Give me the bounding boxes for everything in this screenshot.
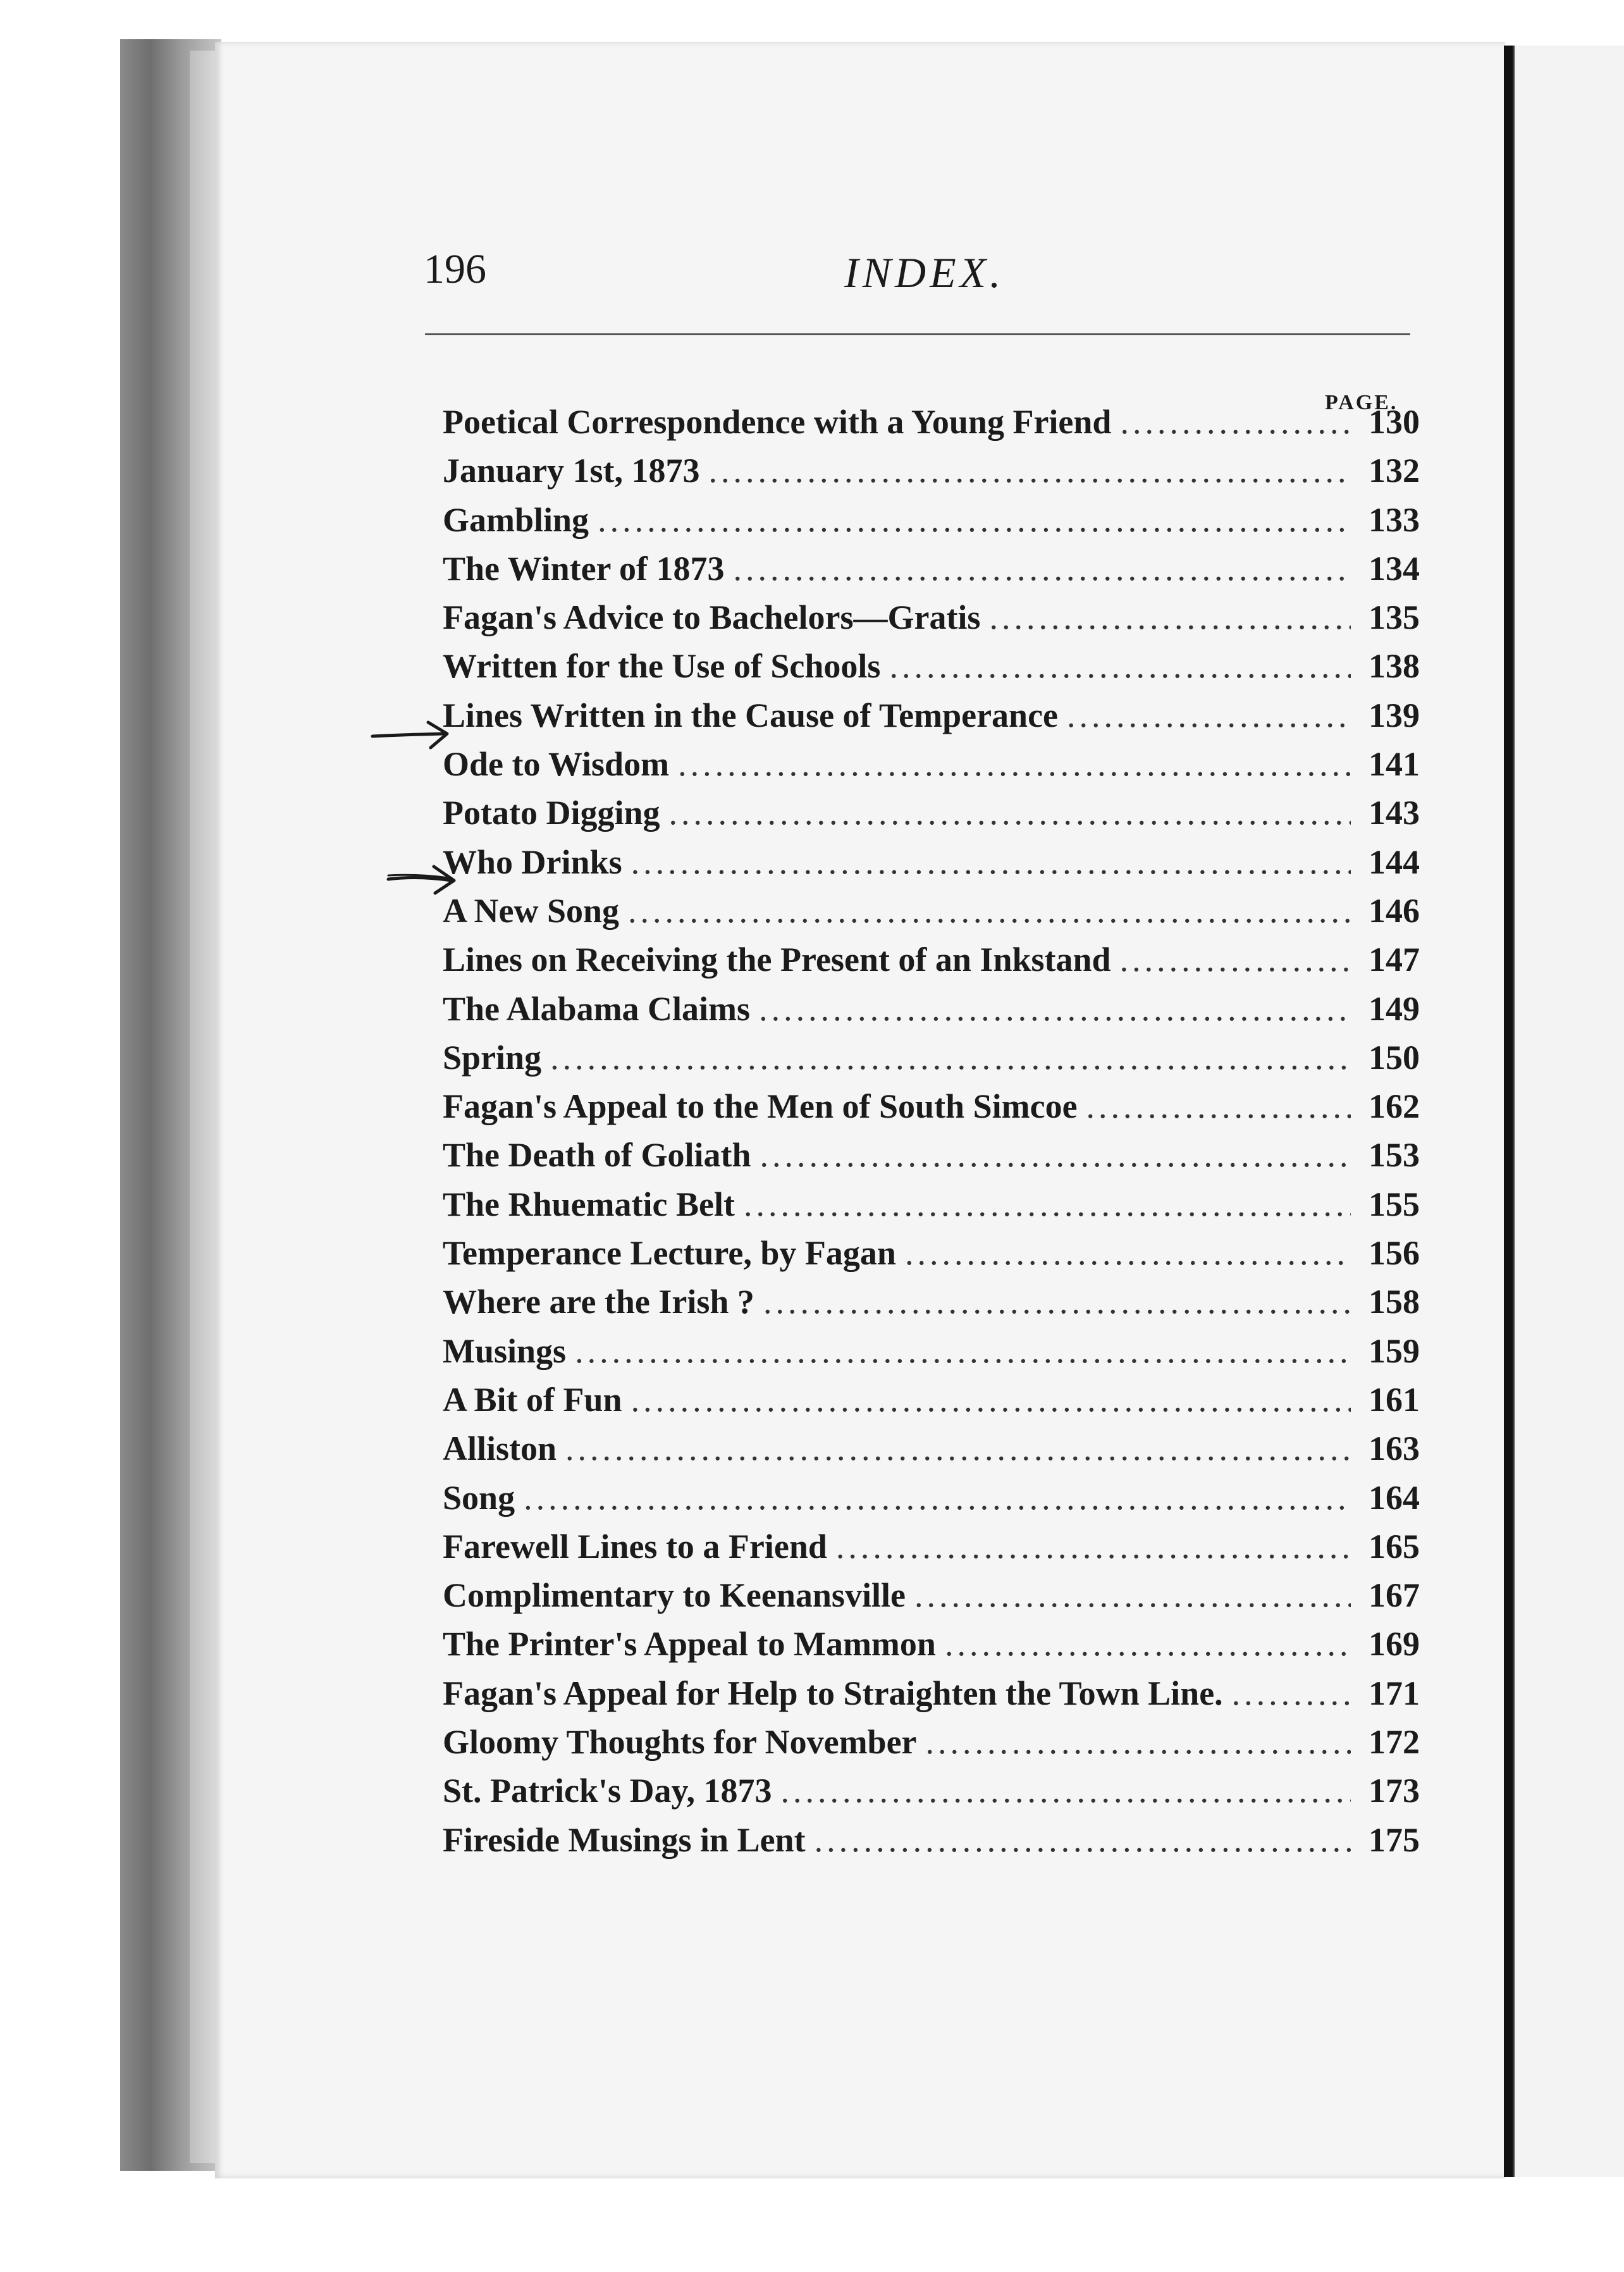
entry-page: 164 (1369, 1478, 1420, 1517)
entry-page: 143 (1369, 794, 1420, 832)
entry-title: Fagan's Appeal for Help to Straighten the Town Line. (443, 1674, 1223, 1712)
header-rule (425, 333, 1410, 335)
entry-title: A Bit of Fun (443, 1380, 622, 1419)
entry-title: The Printer's Appeal to Mammon (443, 1625, 936, 1664)
entry-page: 133 (1369, 500, 1420, 539)
index-entry (443, 451, 1420, 500)
index-entry (443, 1624, 1420, 1673)
entry-page: 173 (1369, 1772, 1420, 1810)
index-entry (443, 1185, 1420, 1233)
dot-leader (631, 1380, 1351, 1419)
entry-page: 158 (1369, 1283, 1420, 1321)
index-entry (443, 1282, 1420, 1331)
entry-title: Fagan's Appeal to the Men of South Simcoe (443, 1087, 1078, 1126)
entry-page: 135 (1369, 598, 1420, 637)
index-entry (443, 1527, 1420, 1576)
entry-page: 132 (1369, 452, 1420, 490)
entry-page: 171 (1369, 1674, 1420, 1712)
book-spine (1504, 46, 1513, 2177)
entry-title: Where are the Irish ? (443, 1283, 754, 1321)
index-entry (443, 1722, 1420, 1771)
dot-leader (836, 1527, 1351, 1566)
index-entry (443, 1478, 1420, 1527)
index-entry (443, 1380, 1420, 1429)
entry-title: Potato Digging (443, 794, 660, 832)
index-entry (443, 843, 1420, 891)
entry-title: Ode to Wisdom (443, 745, 670, 784)
index-entry (443, 940, 1420, 989)
entry-title: Alliston (443, 1429, 557, 1468)
entry-page: 163 (1369, 1429, 1420, 1468)
index-list (443, 402, 1420, 1869)
page-column-label: PAGE. (1325, 391, 1398, 414)
index-entry (443, 744, 1420, 793)
entry-title: Farewell Lines to a Friend (443, 1527, 827, 1565)
entry-title: January 1st, 1873 (443, 452, 700, 490)
dot-leader (815, 1820, 1351, 1860)
dot-leader (709, 451, 1351, 490)
entry-page: 155 (1369, 1185, 1420, 1223)
index-entry (443, 646, 1420, 695)
dot-leader (905, 1233, 1351, 1273)
dot-leader (669, 793, 1351, 832)
dot-leader (763, 1282, 1351, 1321)
entry-page: 159 (1369, 1331, 1420, 1370)
entry-page: 175 (1369, 1820, 1420, 1859)
entry-page: 161 (1369, 1380, 1420, 1419)
entry-title: Poetical Correspondence with a Young Friend (443, 403, 1112, 441)
dot-leader (678, 744, 1351, 784)
index-entry (443, 500, 1420, 549)
running-title: INDEX. (844, 249, 1005, 297)
dot-leader (1232, 1674, 1351, 1713)
entry-title: The Rhuematic Belt (443, 1185, 735, 1223)
dot-leader (628, 891, 1351, 930)
dot-leader (598, 500, 1351, 540)
dot-leader (781, 1771, 1351, 1810)
hand-drawn-arrow-icon (386, 860, 458, 898)
dot-leader (914, 1576, 1351, 1615)
entry-page: 134 (1369, 549, 1420, 588)
entry-title: Lines Written in the Cause of Temperance (443, 696, 1059, 734)
entry-page: 144 (1369, 843, 1420, 881)
dot-leader (889, 646, 1351, 686)
entry-page: 172 (1369, 1723, 1420, 1762)
facing-page (1513, 46, 1624, 2177)
index-entry (443, 402, 1420, 451)
entry-title: Complimentary to Keenansville (443, 1576, 906, 1615)
dot-leader (1086, 1087, 1351, 1126)
entry-page: 139 (1369, 696, 1420, 734)
hand-drawn-arrow-icon (370, 715, 452, 753)
entry-title: Gloomy Thoughts for November (443, 1723, 917, 1762)
dot-leader (1120, 940, 1351, 979)
dot-leader (1120, 402, 1351, 441)
entry-title: A New Song (443, 891, 620, 930)
entry-title: The Death of Goliath (443, 1136, 751, 1175)
entry-page: 153 (1369, 1136, 1420, 1175)
index-entry (443, 1233, 1420, 1282)
dot-leader (575, 1331, 1351, 1371)
dot-leader (759, 989, 1351, 1028)
entry-page: 165 (1369, 1527, 1420, 1565)
entry-title: Written for the Use of Schools (443, 647, 881, 686)
index-entry (443, 1674, 1420, 1722)
entry-page: 169 (1369, 1625, 1420, 1664)
entry-title: Song (443, 1478, 515, 1517)
index-entry (443, 1038, 1420, 1087)
dot-leader (1067, 696, 1351, 735)
dot-leader (744, 1185, 1351, 1224)
entry-title: St. Patrick's Day, 1873 (443, 1772, 772, 1810)
index-entry (443, 1135, 1420, 1184)
entry-page: 149 (1369, 989, 1420, 1028)
entry-page: 162 (1369, 1087, 1420, 1126)
entry-title: Who Drinks (443, 843, 622, 881)
index-entry (443, 598, 1420, 646)
entry-title: The Alabama Claims (443, 989, 751, 1028)
entry-title: Fagan's Advice to Bachelors—Gratis (443, 598, 981, 637)
entry-title: Fireside Musings in Lent (443, 1820, 806, 1859)
entry-page: 146 (1369, 891, 1420, 930)
dot-leader (631, 843, 1351, 882)
index-entry (443, 793, 1420, 842)
dot-leader (550, 1038, 1351, 1077)
page-number: 196 (424, 246, 486, 292)
index-entry (443, 1429, 1420, 1478)
index-entry (443, 696, 1420, 744)
dot-leader (524, 1478, 1351, 1517)
index-entry (443, 1576, 1420, 1624)
index-entry (443, 1820, 1420, 1869)
index-entry (443, 1087, 1420, 1135)
entry-page: 156 (1369, 1234, 1420, 1273)
entry-page: 141 (1369, 745, 1420, 784)
dot-leader (565, 1429, 1351, 1468)
dot-leader (989, 598, 1351, 637)
entry-title: Temperance Lecture, by Fagan (443, 1234, 896, 1273)
entry-page: 167 (1369, 1576, 1420, 1615)
entry-title: Lines on Receiving the Present of an Inkstand (443, 941, 1111, 979)
entry-page: 150 (1369, 1038, 1420, 1077)
index-entry (443, 549, 1420, 598)
entry-page: 130 (1369, 403, 1420, 441)
entry-title: Musings (443, 1331, 567, 1370)
entry-page: 147 (1369, 941, 1420, 979)
dot-leader (760, 1135, 1351, 1175)
dot-leader (734, 549, 1351, 588)
index-entry (443, 1331, 1420, 1380)
index-entry (443, 989, 1420, 1038)
entry-title: Spring (443, 1038, 542, 1077)
dot-leader (926, 1722, 1351, 1762)
entry-page: 138 (1369, 647, 1420, 686)
entry-title: The Winter of 1873 (443, 549, 725, 588)
index-entry (443, 891, 1420, 940)
dot-leader (945, 1624, 1351, 1664)
entry-title: Gambling (443, 500, 589, 539)
index-entry (443, 1771, 1420, 1820)
